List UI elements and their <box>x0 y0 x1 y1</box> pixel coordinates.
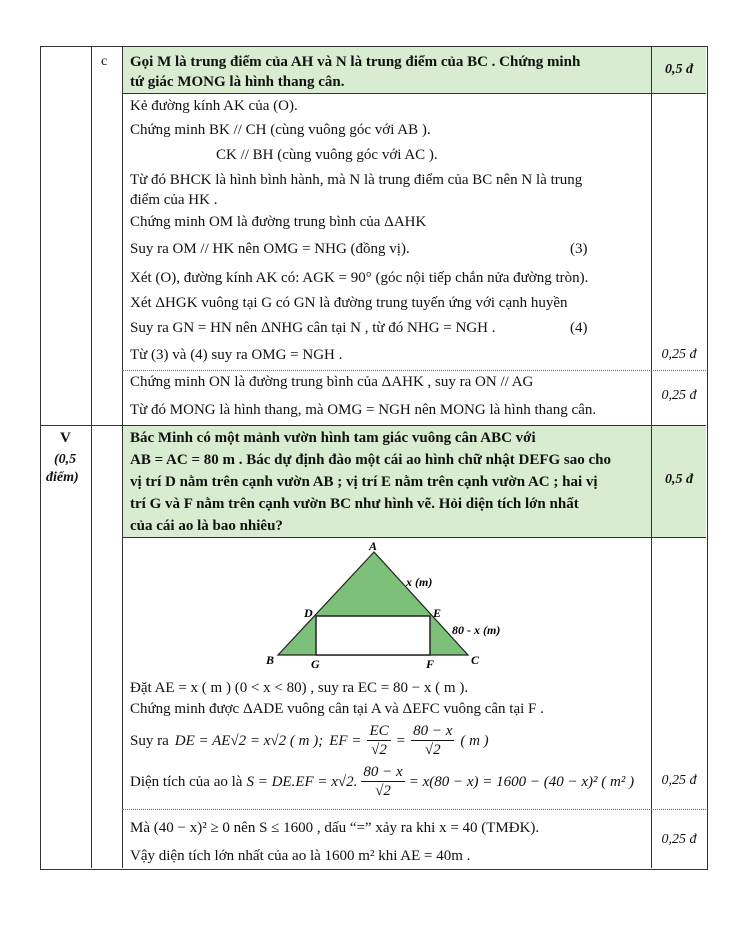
vertex-label: D <box>304 606 313 620</box>
col-divider-2 <box>122 46 123 868</box>
question-v-line: trí G và F nằm trên cạnh vườn BC như hình vẽ. Hỏi diện tích lớn nhất <box>130 496 579 512</box>
text: Suy ra <box>130 733 169 749</box>
fraction: $\frac{EC}{√2}$ <box>369 723 389 758</box>
solution-line: Chứng minh được ΔADE vuông cân tại A và ΔEFC vuông cân tại F . <box>130 701 544 717</box>
score: 0,25 đ <box>661 347 697 362</box>
expr: S = DE.EF = x√2. <box>246 774 358 790</box>
text: Diện tích của ao là <box>130 774 243 790</box>
vertex-label: C <box>471 653 480 667</box>
solution-line: Đặt AE = x ( m ) (0 < x < 80) , suy ra EC = 80 − x ( m ). <box>130 680 469 696</box>
fraction: $\frac{80 - x}{√2}$ <box>363 764 403 799</box>
part-c-label: c <box>101 54 108 69</box>
part-v-label: V <box>60 430 71 446</box>
score: 0,25 đ <box>661 832 697 847</box>
solution-line: Chứng minh BK // CH (cùng vuông góc với AB ). <box>130 122 431 138</box>
question-v-points: 0,5 đ <box>665 472 693 487</box>
pond-rectangle <box>316 616 430 655</box>
solution-line: Kẻ đường kính AK của (O). <box>130 98 298 114</box>
solution-line: Vậy diện tích lớn nhất của ao là 1600 m² khi AE = 40m . <box>130 848 471 864</box>
unit: ( m ) <box>460 733 489 749</box>
row-divider-dotted <box>122 809 706 810</box>
triangle-figure <box>250 540 520 675</box>
question-c-points: 0,5 đ <box>665 62 693 77</box>
row-divider-dotted <box>122 370 706 371</box>
vertex-label: B <box>266 653 275 667</box>
solution-line: Suy ra OM // HK nên OMG = NHG (đồng vị). <box>130 241 410 257</box>
col-divider-3 <box>651 46 652 868</box>
equation-tag: (3) <box>570 241 588 257</box>
score: 0,25 đ <box>661 388 697 403</box>
vertex-label: G <box>311 657 320 671</box>
solution-line: điểm của HK . <box>130 192 218 208</box>
col-divider-1 <box>91 46 92 868</box>
segment-label-x: x (m) <box>406 575 433 589</box>
question-c-line2: tứ giác MONG là hình thang cân. <box>130 74 345 90</box>
solution-line-area <box>130 758 634 806</box>
solution-line: Suy ra GN = HN nên ΔNHG cân tại N , từ đó NHG = NGH . <box>130 320 496 336</box>
question-v-line: của cái ao là bao nhiêu? <box>130 518 283 534</box>
vertex-label: A <box>369 540 378 553</box>
part-v-points-unit: điểm) <box>46 470 79 485</box>
solution-line: Xét (O), đường kính AK có: AGK = 90° (góc nội tiếp chắn nửa đường tròn). <box>130 270 589 286</box>
score: 0,25 đ <box>661 773 697 788</box>
expr: EF = <box>329 733 362 749</box>
solution-line-de-ef: Suy ra DE = AE√2 = x√2 ( m ); EF = $\frac{EC}{√2}$ = $\frac{80 - x}{√2}$ ( m ) <box>130 723 489 758</box>
row-divider <box>40 425 706 426</box>
solution-line: Xét ΔHGK vuông tại G có GN là đường trung tuyến ứng với cạnh huyền <box>130 295 568 311</box>
question-c-line1: Gọi M là trung điểm của AH và N là trung điểm của BC . Chứng minh <box>130 54 581 70</box>
fraction: $\frac{80 - x}{√2}$ <box>413 723 453 758</box>
question-v-line: vị trí D nằm trên cạnh vườn AB ; vị trí E nằm trên cạnh vườn AC ; hai vị <box>130 474 598 490</box>
solution-line: Mà (40 − x)² ≥ 0 nên S ≤ 1600 , dấu “=” xảy ra khi x = 40 (TMĐK). <box>130 820 540 836</box>
question-v-line: Bác Minh có một mảnh vườn hình tam giác vuông cân ABC với <box>130 430 536 446</box>
solution-line: CK // BH (cùng vuông góc với AC ). <box>216 147 438 163</box>
solution-line: Từ đó BHCK là hình bình hành, mà N là trung điểm của BC nên N là trung <box>130 172 583 188</box>
expr: DE = AE√2 = x√2 ( m ); <box>174 733 324 749</box>
solution-line: Chứng minh ON là đường trung bình của ΔAHK , suy ra ON // AG <box>130 374 534 390</box>
question-v-line: AB = AC = 80 m . Bác dự định đào một cái ao hình chữ nhật DEFG sao cho <box>130 452 612 468</box>
segment-label-rest: 80 - x (m) <box>452 623 501 637</box>
equation-tag: (4) <box>570 320 588 336</box>
part-v-points: (0,5 <box>54 452 77 467</box>
solution-line: Chứng minh OM là đường trung bình của ΔAHK <box>130 214 427 230</box>
vertex-label: F <box>426 657 435 671</box>
solution-line: Từ (3) và (4) suy ra OMG = NGH . <box>130 347 343 363</box>
row-divider <box>122 93 706 94</box>
row-divider <box>122 537 706 538</box>
vertex-label: E <box>433 606 442 620</box>
expr: = x(80 − x) = 1600 − (40 − x)² ( m² ) <box>408 774 635 790</box>
solution-line: Từ đó MONG là hình thang, mà OMG = NGH nên MONG là hình thang cân. <box>130 402 597 418</box>
